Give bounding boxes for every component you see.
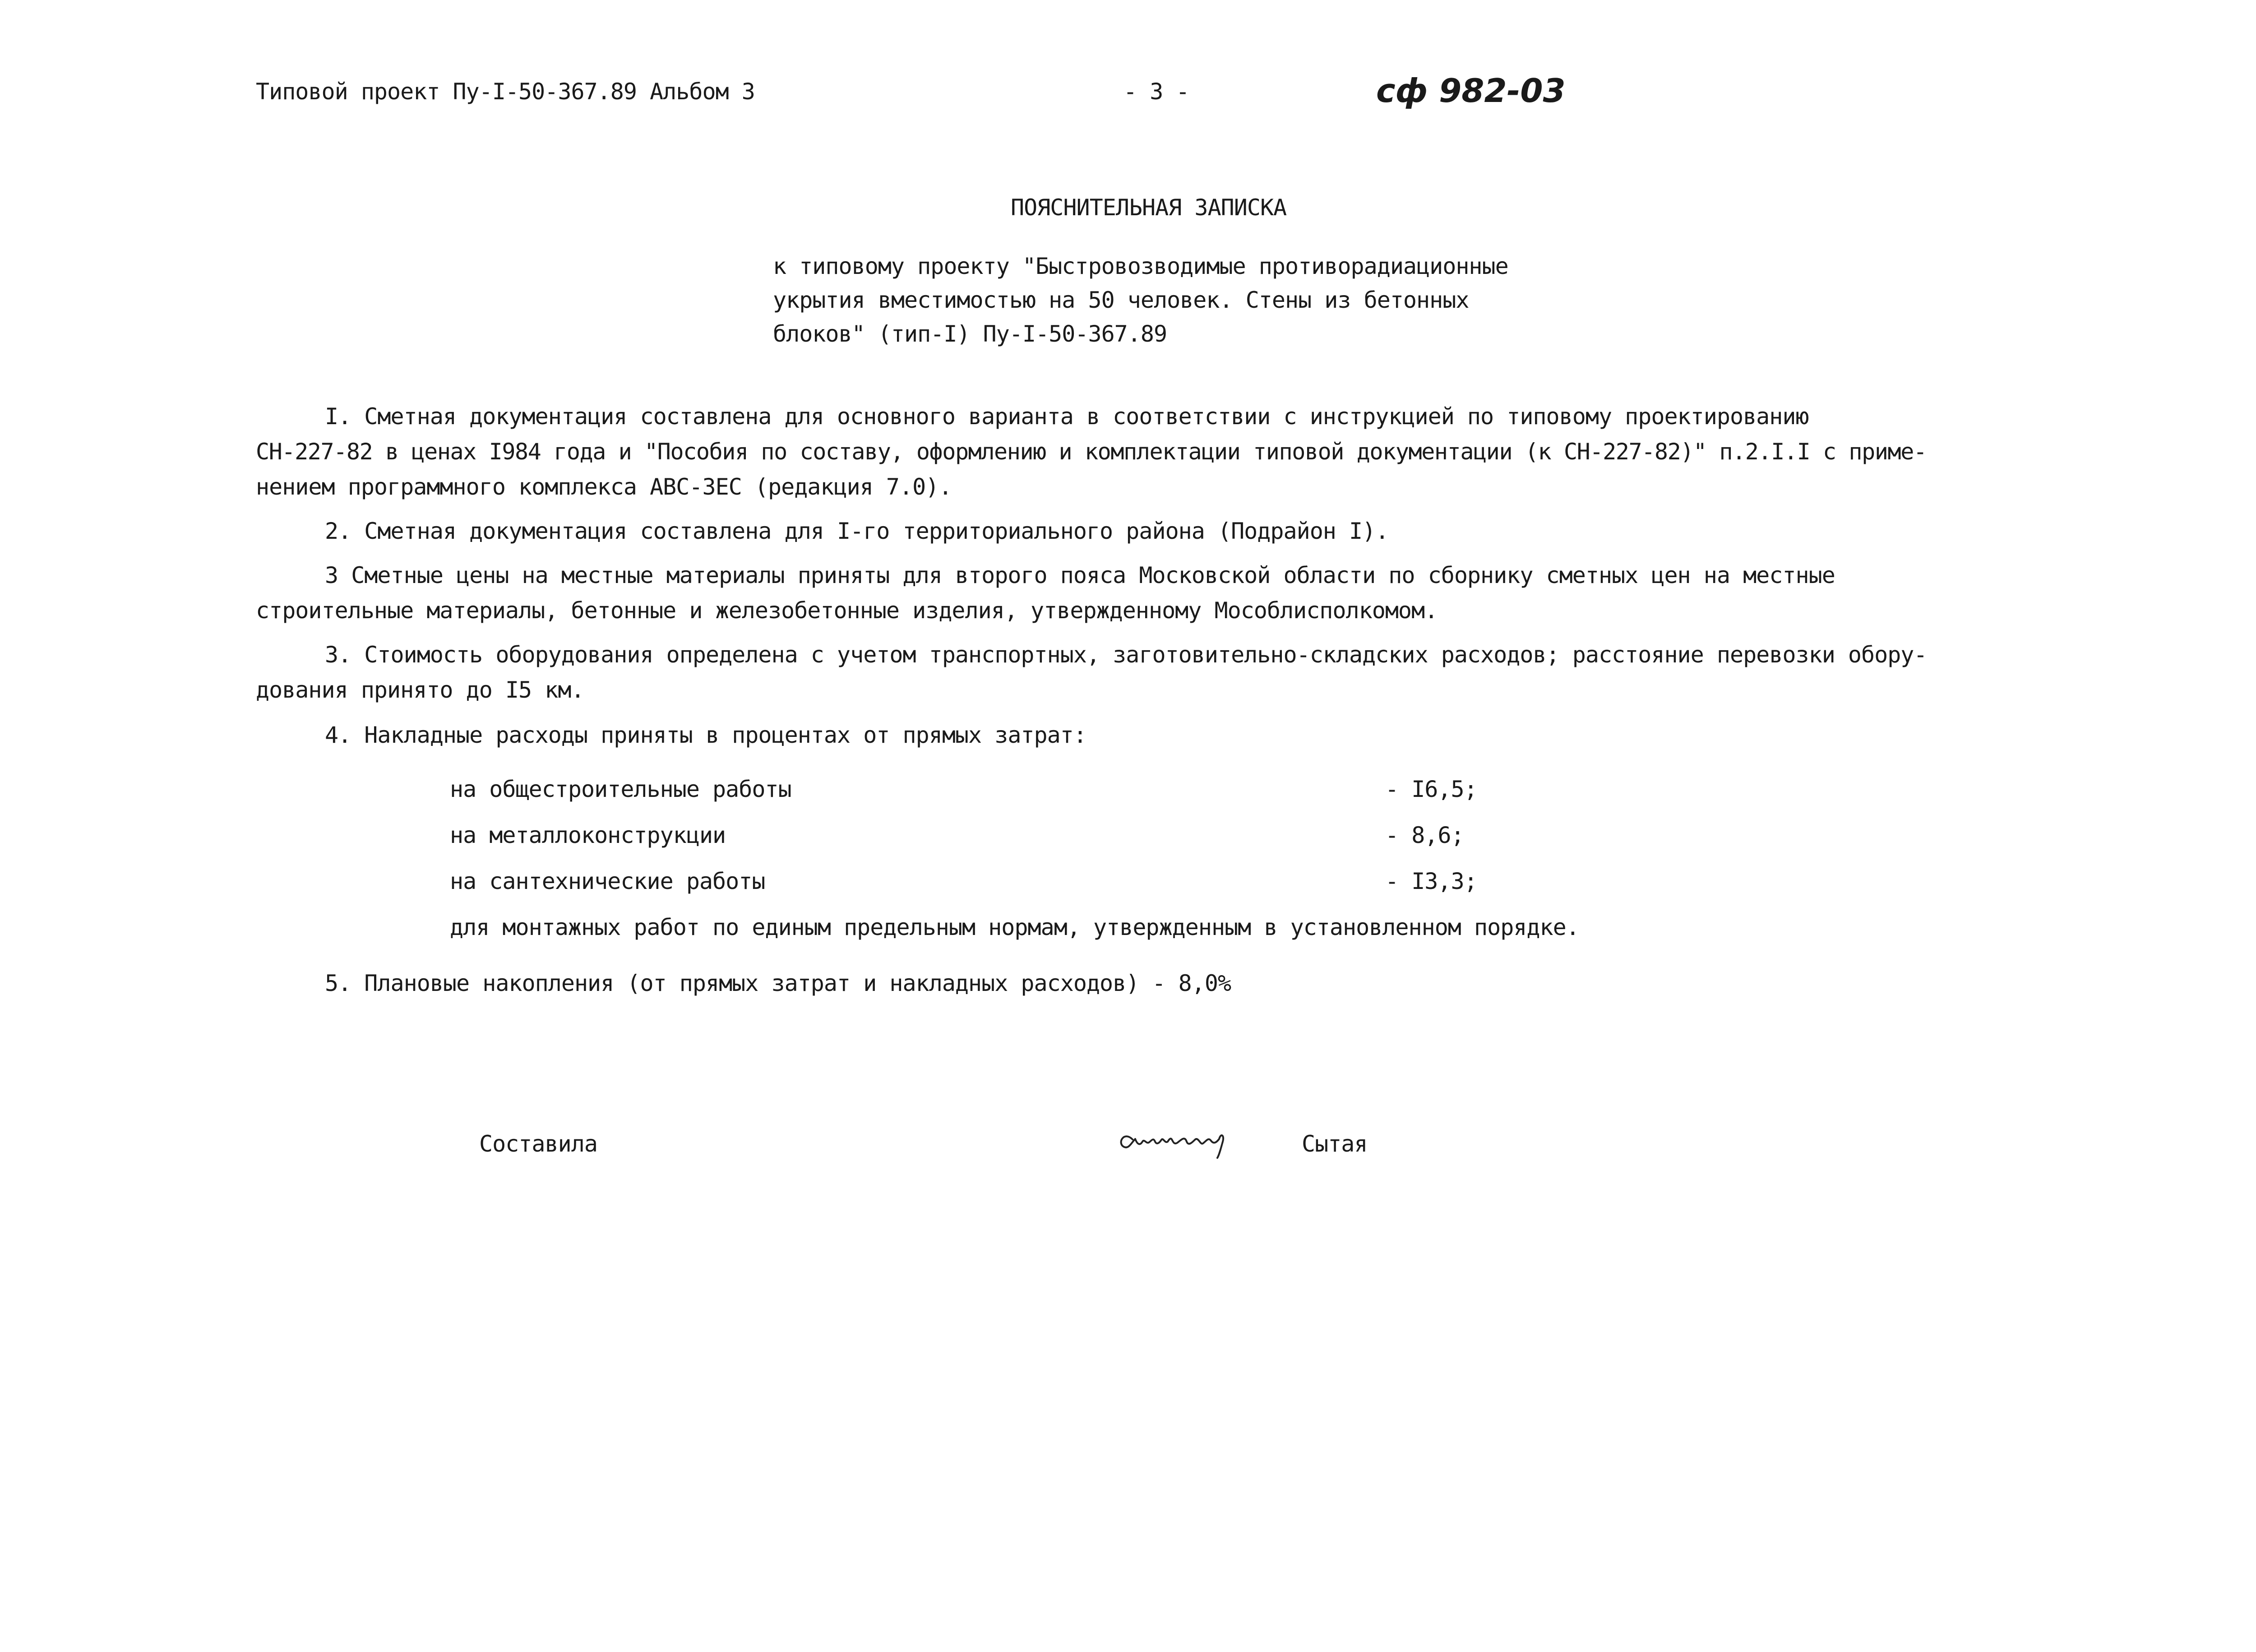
paragraph-1-line-2: СН-227-82 в ценах I984 года и "Пособия по составу, оформлению и комплектации типовой документации (к СН-227-82)" п.2.I.I с приме-: [256, 439, 1927, 465]
compiled-by-label: Составила: [479, 1131, 597, 1157]
document-code: сф 982-03: [1376, 72, 1566, 110]
paragraph-3-line-2: строительные материалы, бетонные и железобетонные изделия, утвержденному Мособлисполкомом.: [256, 597, 1438, 624]
overhead-value-general: - I6,5;: [1385, 776, 1477, 802]
subtitle-line-2: укрытия вместимостью на 50 человек. Стены из бетонных: [773, 287, 1469, 313]
document-title: ПОЯСНИТЕЛЬНАЯ ЗАПИСКА: [1011, 194, 1287, 221]
overhead-label-metal: на металлоконструкции: [450, 822, 726, 848]
overhead-value-plumbing: - I3,3;: [1385, 868, 1477, 894]
project-header: Типовой проект Пу-I-50-367.89 Альбом 3: [256, 79, 755, 105]
paragraph-4-line-1: 3. Стоимость оборудования определена с учетом транспортных, заготовительно-складских расходов; расстояние перевозки обору-: [325, 642, 1927, 668]
page-number: - 3 -: [1123, 79, 1189, 105]
handwritten-signature: [1114, 1119, 1250, 1160]
signer-name: Сытая: [1302, 1131, 1368, 1157]
overhead-label-general: на общестроительные работы: [450, 776, 791, 802]
overhead-label-plumbing: на сантехнические работы: [450, 868, 765, 894]
paragraph-assembly-note: для монтажных работ по единым предельным нормам, утвержденным в установленном порядке.: [450, 914, 1579, 940]
paragraph-planned-savings: 5. Плановые накопления (от прямых затрат и накладных расходов) - 8,0%: [325, 970, 1231, 996]
paragraph-overheads-intro: 4. Накладные расходы приняты в процентах от прямых затрат:: [325, 722, 1086, 748]
subtitle-line-1: к типовому проекту "Быстровозводимые противорадиационные: [773, 253, 1508, 279]
subtitle-line-3: блоков" (тип-I) Пу-I-50-367.89: [773, 321, 1167, 347]
paragraph-4-line-2: дования принято до I5 км.: [256, 677, 584, 703]
overhead-value-metal: - 8,6;: [1385, 822, 1464, 848]
paragraph-2: 2. Сметная документация составлена для I-го территориального района (Подрайон I).: [325, 518, 1389, 544]
paragraph-1-line-1: I. Сметная документация составлена для основного варианта в соответствии с инструкцией по типовому проектированию: [325, 403, 1809, 430]
paragraph-3-line-1: 3 Сметные цены на местные материалы приняты для второго пояса Московской области по сборнику сметных цен на местные: [325, 562, 1835, 588]
paragraph-1-line-3: нением программного комплекса АВС-3ЕС (редакция 7.0).: [256, 474, 952, 500]
